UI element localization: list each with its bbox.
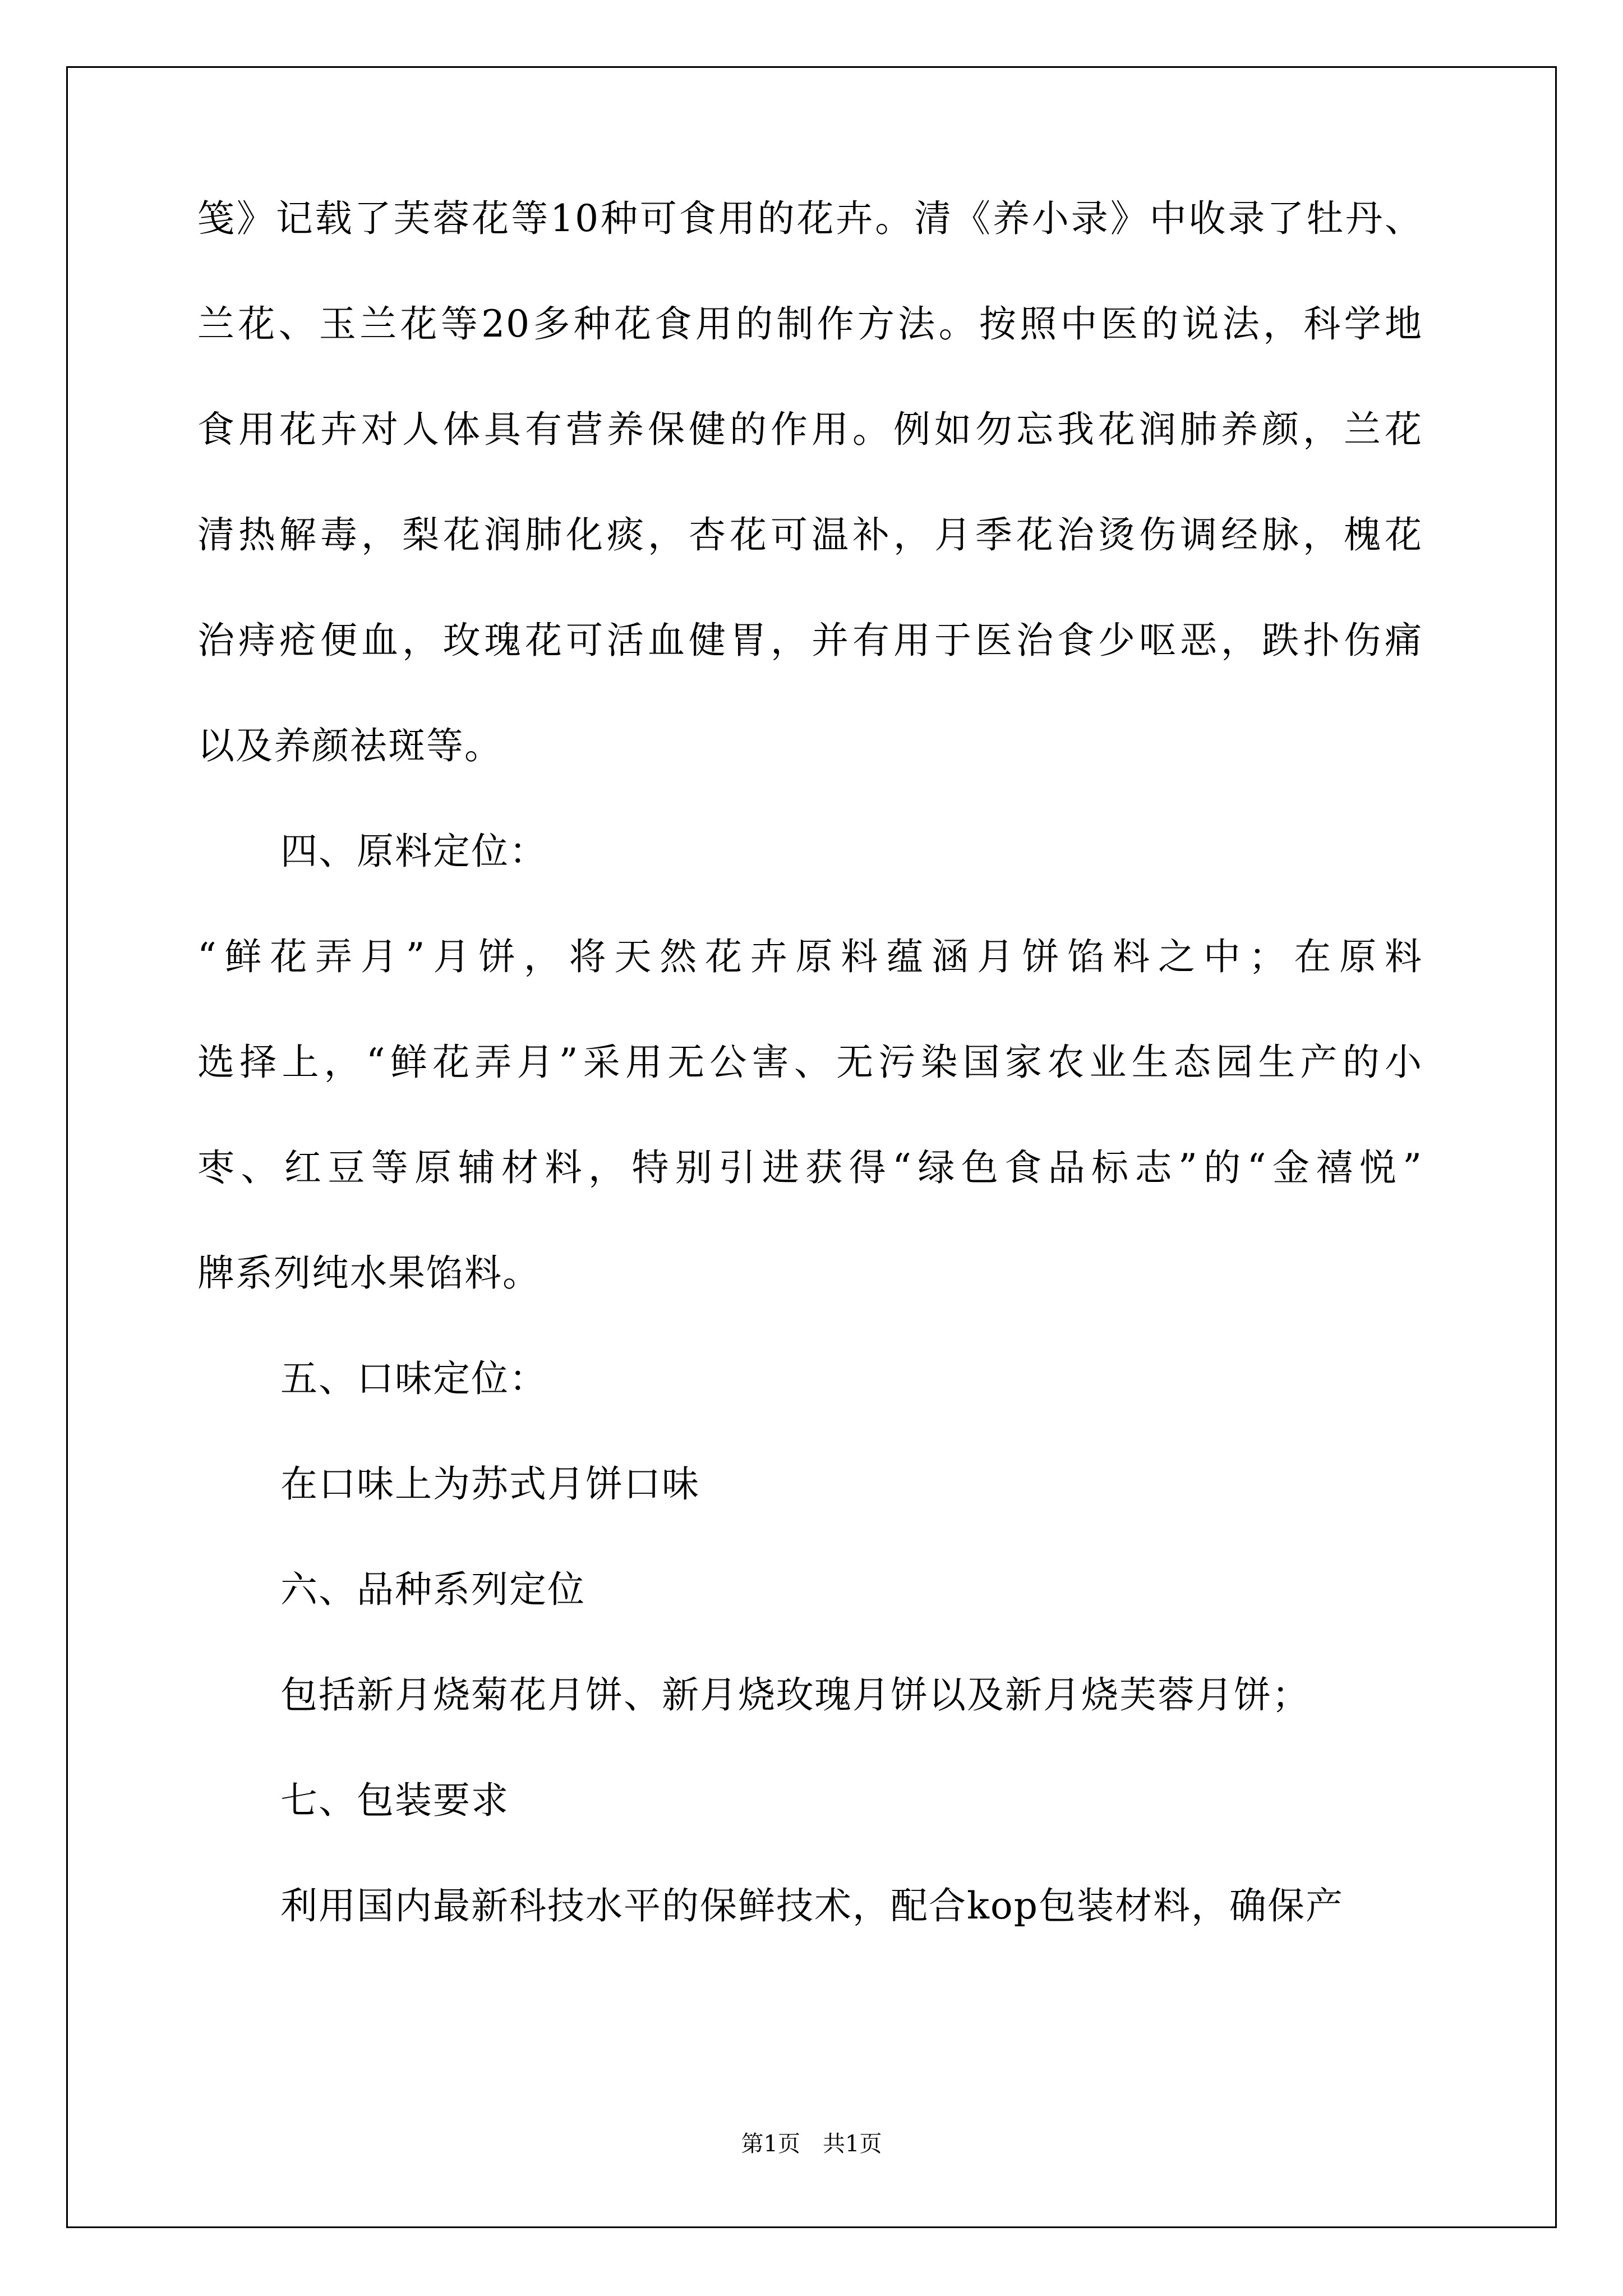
paragraph-line: 枣、红豆等原辅材料，特别引进获得“绿色食品标志”的“金禧悦”: [197, 1146, 1423, 1189]
section-heading: 四、原料定位：: [280, 830, 547, 873]
paragraph-line: 食用花卉对人体具有营养保健的作用。例如勿忘我花润肺养颜，兰花: [197, 408, 1423, 451]
paragraph-line: 清热解毒，梨花润肺化痰，杏花可温补，月季花治烫伤调经脉，槐花: [197, 513, 1423, 556]
paragraph-line: 兰花、玉兰花等20多种花食用的制作方法。按照中医的说法，科学地: [197, 302, 1423, 346]
paragraph-line: 选择上，“鲜花弄月”采用无公害、无污染国家农业生态园生产的小: [197, 1041, 1423, 1084]
section-heading: 七、包装要求: [280, 1779, 509, 1822]
paragraph-line: 在口味上为苏式月饼口味: [280, 1462, 700, 1506]
paragraph-line: 牌系列纯水果馅料。: [197, 1251, 541, 1295]
paragraph-line: 利用国内最新科技水平的保鲜技术，配合kop包装材料，确保产: [280, 1884, 1344, 1927]
section-heading: 五、口味定位：: [280, 1357, 547, 1400]
paragraph-line: 以及养颜祛斑等。: [197, 724, 502, 767]
paragraph-line: 治痔疮便血，玫瑰花可活血健胃，并有用于医治食少呕恶，跌扑伤痛: [197, 619, 1423, 662]
section-heading: 六、品种系列定位: [280, 1568, 585, 1611]
paragraph-line: 笺》记载了芙蓉花等10种可食用的花卉。清《养小录》中收录了牡丹、: [197, 197, 1423, 240]
page-footer: 第1页 共1页: [741, 2131, 882, 2157]
paragraph-line: “鲜花弄月”月饼，将天然花卉原料蕴涵月饼馅料之中；在原料: [197, 935, 1423, 978]
paragraph-line: 包括新月烧菊花月饼、新月烧玫瑰月饼以及新月烧芙蓉月饼；: [280, 1673, 1310, 1717]
